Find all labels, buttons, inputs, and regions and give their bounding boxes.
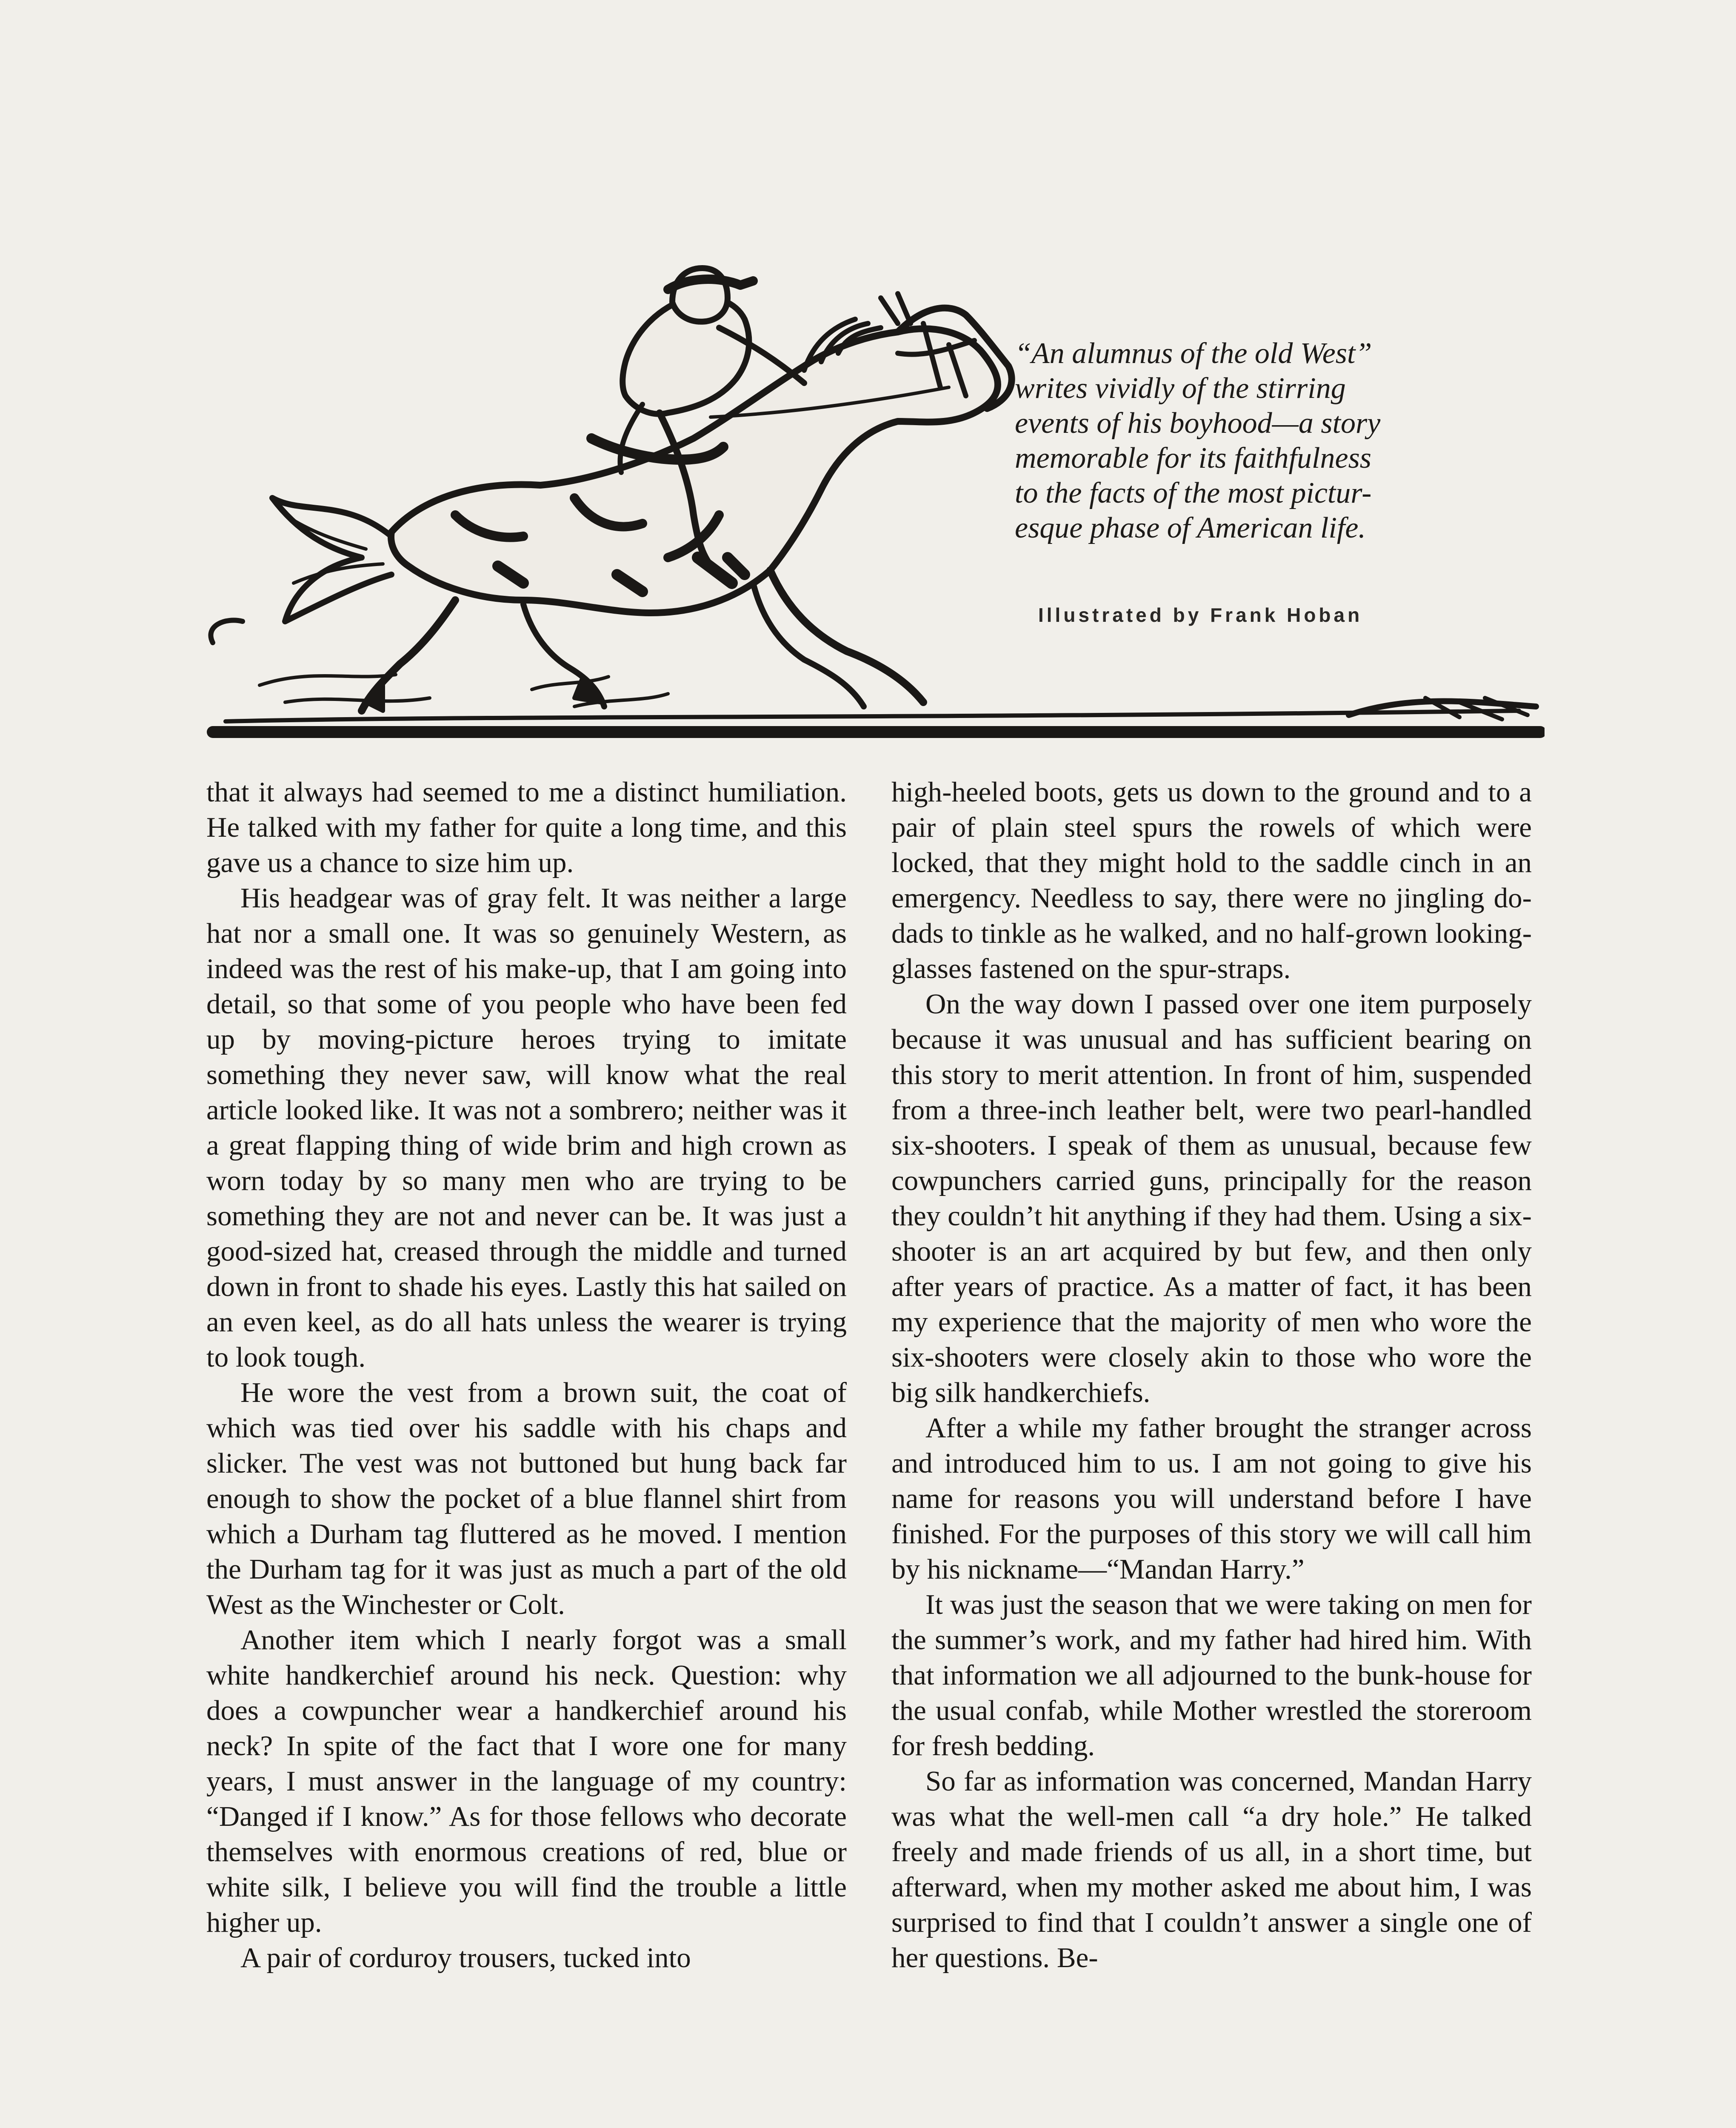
intro-caption	[1015, 336, 1496, 546]
illustrator-credit: Illustrated by Frank Hoban	[1038, 604, 1363, 626]
text-column-right	[891, 775, 1532, 1976]
paragraph: So far as information was concerned, Mandan Harry was what the well-men call “a dry hole.” He talked freely and made friends of us all, in a short time, but afterward, when my mother asked me about him, I was surprised to find that I couldn’t answer a single one of her questions. Be-	[891, 1765, 1532, 1974]
caption-line: memorable for its faithfulness	[1015, 442, 1372, 475]
paragraph: It was just the season that we were taking on men for the summer’s work, and my father had hired him. With that information we all adjourned to the bunk-house for the usual confab, while Mother wrestled the storeroom for fresh bedding.	[891, 1589, 1532, 1762]
paragraph: On the way down I passed over one item purposely because it was unusual and has sufficient bearing on this story to merit attention. In front of him, suspended from a three-inch leather belt, were two pearl-handled six-shooters. I speak of them as unusual, because few cowpunchers carried guns, principally for the reason they couldn’t hit anything if they had them. Using a six-shooter is an art acquired by but few, and then only after years of practice. As a matter of fact, it has been my experience that the majority of men who wore the six-shooters were closely akin to those who wore the big silk handkerchiefs.	[891, 988, 1532, 1408]
paragraph: that it always had seemed to me a distinct humiliation. He talked with my father for quite a long time, and this gave us a chance to size him up.	[206, 776, 847, 878]
paragraph: A pair of corduroy trousers, tucked into	[240, 1942, 691, 1974]
caption-line: esque phase of American life.	[1015, 512, 1366, 544]
paragraph: He wore the vest from a brown suit, the coat of which was tied over his saddle with his chaps and slicker. The vest was not buttoned but hung back far enough to show the pocket of a blue flannel shirt from which a Durham tag fluttered as he moved. I mention the Durham tag for it was just as much a part of the old West as the Winchester or Colt.	[206, 1377, 847, 1620]
caption-line: writes vividly of the stirring	[1015, 372, 1346, 405]
text-column-left	[206, 775, 847, 1976]
caption-line: events of his boyhood—a story	[1015, 407, 1381, 440]
paragraph: After a while my father brought the stranger across and introduced him to us. I am not going to give his name for reasons you will understand before I have finished. For the purposes of this story we will call him by his nickname—“Mandan Harry.”	[891, 1412, 1532, 1585]
caption-line: to the facts of the most pictur-	[1015, 477, 1372, 509]
paragraph: Another item which I nearly forgot was a small white handkerchief around his neck. Question: why does a cowpuncher wear a handkerchief around his neck? In spite of the fact that I wore one for many years, I must answer in the language of my country: “Danged if I know.” As for those fellows who decorate themselves with enormous creations of red, blue or white silk, I believe you will find the trouble a little higher up.	[206, 1624, 847, 1938]
caption-line: “An alumnus of the old West”	[1015, 337, 1372, 370]
paragraph: His headgear was of gray felt. It was neither a large hat nor a small one. It was so genuinely Western, as indeed was the rest of his make-up, that I am going into detail, so that some of you people who have been fed up by moving-picture heroes trying to imitate something they never saw, will know what the real article looked like. It was not a sombrero; neither was it a great flapping thing of wide brim and high crown as worn today by so many men who are trying to be something they are not and never can be. It was just a good-sized hat, creased through the middle and turned down in front to shade his eyes. Lastly this hat sailed on an even keel, as do all hats unless the wearer is trying to look tough.	[206, 882, 847, 1373]
paragraph: high-heeled boots, gets us down to the ground and to a pair of plain steel spurs the rowels of which were locked, that they might hold to the saddle cinch in an emergency. Needless to say, there were no jingling do-dads to tinkle as he walked, and no half-grown looking-glasses fastened on the spur-straps.	[891, 776, 1532, 984]
